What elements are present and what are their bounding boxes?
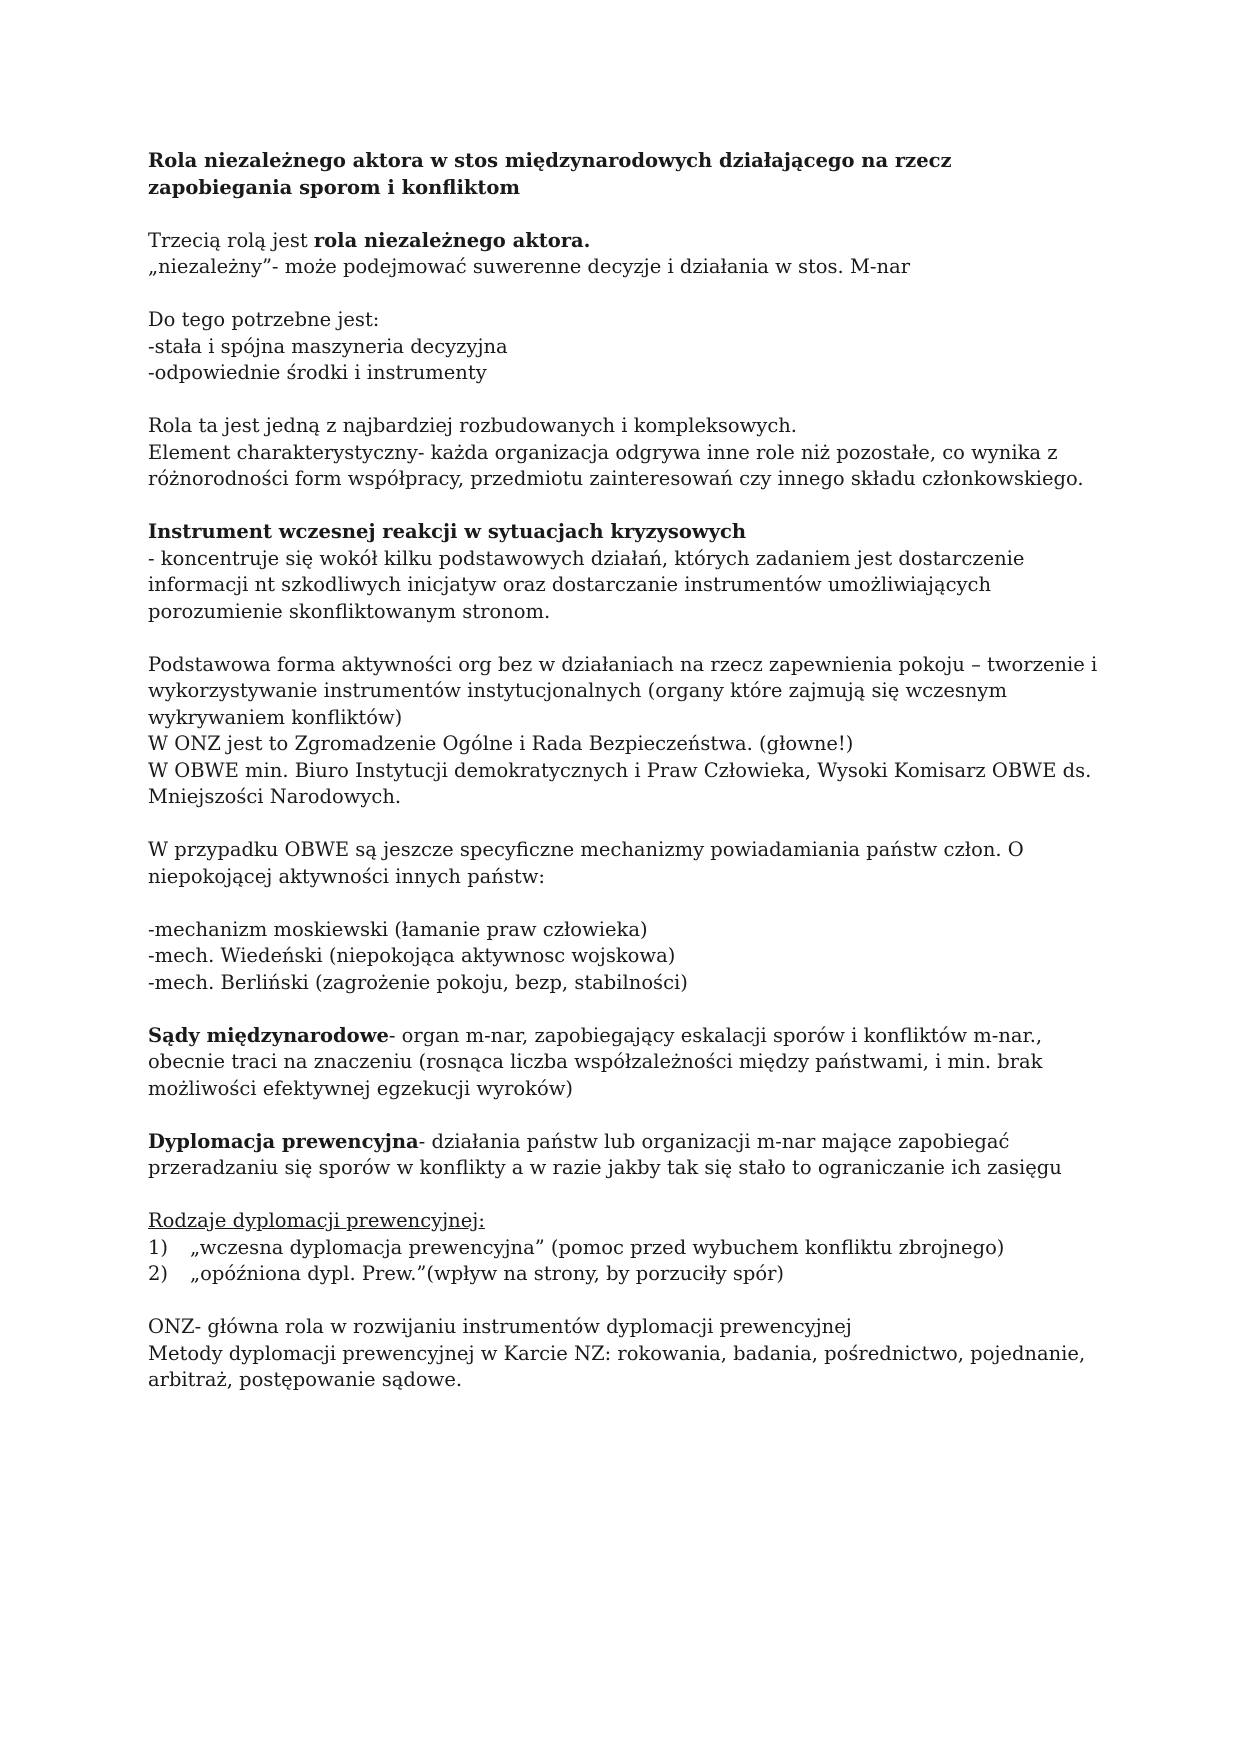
list-number: 2) [148,1262,169,1285]
bold-text: rola niezależnego aktora. [313,228,591,252]
paragraph-preventive-diplomacy [148,1129,1098,1182]
list-line: -odpowiednie środki i instrumenty [148,361,487,384]
paragraph-line: Rola ta jest jedną z najbardziej rozbudowanych i kompleksowych. [148,414,797,437]
list-line: -mechanizm moskiewski (łamanie praw człowieka) [148,917,648,941]
document-body [148,148,1098,1420]
paragraph-early-reaction [148,519,1098,625]
document-title: Rola niezależnego aktora w stos międzynarodowych działającego na rzecz zapobiegania sporom i konfliktom [148,149,952,199]
paragraph-institutional-instruments [148,652,1098,811]
text-run: Trzecią rolą jest [148,228,314,252]
paragraph-line [148,228,1098,255]
section-heading: Instrument wczesnej reakcji w sytuacjach kryzysowych [148,520,747,543]
paragraph-line: Podstawowa forma aktywności org bez w działaniach na rzecz zapewnienia pokoju – tworzenie i wykorzystywanie instrumentów instytucjonalnych (organy które zajmują się wczesnym wykrywaniem konfliktów) [148,652,1098,729]
paragraph-line: W przypadku OBWE są jeszcze specyficzne mechanizmy powiadamiania państw człon. O niepokojącej aktywności innych państw: [148,838,1024,888]
paragraph-line: Do tego potrzebne jest: [148,308,380,331]
list-line: -stała i spójna maszyneria decyzyjna [148,334,508,358]
paragraph-requirements [148,307,1098,387]
text-run: - organ m-nar, zapobiegający eskalacji sporów i konfliktów m-nar., obecnie traci na znaczeniu (rosnąca liczba współzależności między państwami, i min. brak możliwości efektywnej egzekucji wyroków) [148,1023,1043,1100]
list-item-text: „opóźniona dypl. Prew.”(wpływ na strony, by porzuciły spór) [190,1262,785,1285]
paragraph-independent-actor [148,228,1098,281]
list-item [148,1235,1098,1262]
paragraph-line: W OBWE min. Biuro Instytucji demokratycznych i Praw Człowieka, Wysoki Komisarz OBWE ds. Mniejszości Narodowych. [148,758,1092,808]
list-line: -mech. Berliński (zagrożenie pokoju, bezp, stabilności) [148,970,688,994]
paragraph-obwe-mechanisms [148,837,1098,890]
paragraph-line: „niezależny”- może podejmować suwerenne decyzje i działania w stos. M-nar [148,255,911,278]
paragraph-role-complexity [148,413,1098,493]
paragraph-line: Metody dyplomacji prewencyjnej w Karcie NZ: rokowania, badania, pośrednictwo, pojednanie, arbitraż, postępowanie sądowe. [148,1341,1086,1391]
bold-term: Sądy międzynarodowe [148,1023,389,1047]
list-item [148,1261,1098,1288]
paragraph-line: ONZ- główna rola w rozwijaniu instrumentów dyplomacji prewencyjnej [148,1315,852,1338]
list-number: 1) [148,1235,169,1259]
paragraph-line: - koncentruje się wokół kilku podstawowych działań, których zadaniem jest dostarczenie informacji nt szkodliwych inicjatyw oraz dostarczanie instrumentów umożliwiających porozumienie skonfliktowanym stronom. [148,546,1025,623]
section-diplomacy-types [148,1208,1098,1288]
list-line: -mech. Wiedeński (niepokojąca aktywnosc wojskowa) [148,944,676,967]
bold-term: Dyplomacja prewencyjna [148,1129,419,1153]
paragraph-international-courts [148,1023,1098,1103]
paragraph-onz-role [148,1314,1098,1394]
text-run: - działania państw lub organizacji m-nar mające zapobiegać przeradzaniu się sporów w konflikty a w razie jakby tak się stało to ograniczanie ich zasięgu [148,1129,1062,1179]
paragraph-line: Element charakterystyczny- każda organizacja odgrywa inne role niż pozostałe, co wynika z różnorodności form współpracy, przedmiotu zainteresowań czy innego składu członkowskiego. [148,440,1084,490]
paragraph-line: W ONZ jest to Zgromadzenie Ogólne i Rada Bezpieczeństwa. (głowne!) [148,732,854,755]
numbered-list [148,1235,1098,1288]
list-item-text: „wczesna dyplomacja prewencyjna” (pomoc przed wybuchem konfliktu zbrojnego) [190,1235,1005,1259]
underlined-heading: Rodzaje dyplomacji prewencyjnej: [148,1209,485,1232]
paragraph-mechanism-list [148,917,1098,997]
